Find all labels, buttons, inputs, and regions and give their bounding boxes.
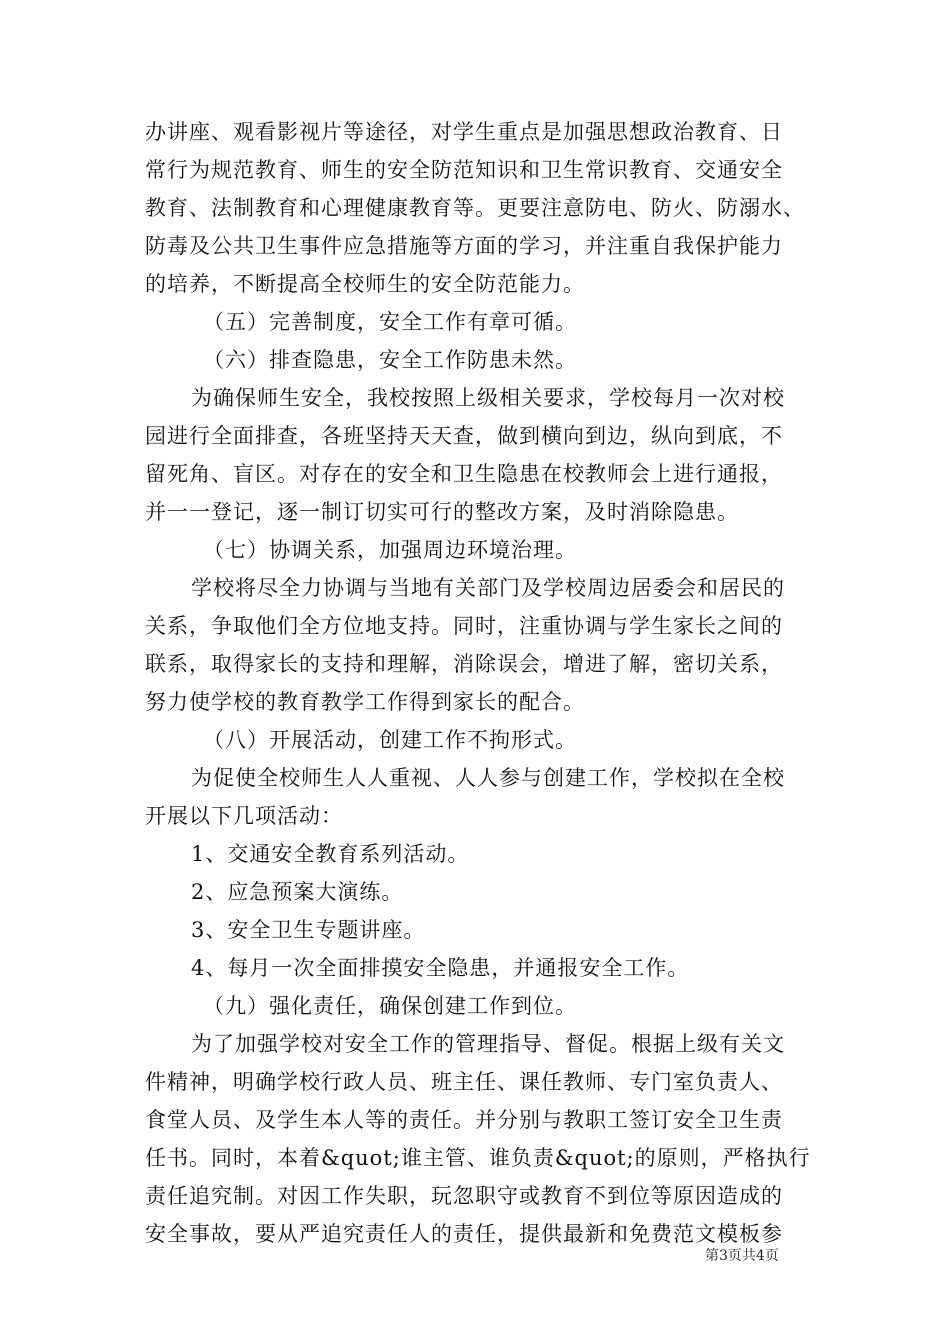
text-line: 3、安全卫生专题讲座。: [191, 918, 426, 942]
text-line: 努力使学校的教育教学工作得到家长的配合。: [145, 690, 585, 714]
text-line: 留死角、盲区。对存在的安全和卫生隐患在校教师会上进行通报，: [145, 462, 783, 486]
text-line: 园进行全面排查，各班坚持天天查，做到横向到边，纵向到底，不: [145, 424, 783, 448]
text-line: 的培养，不断提高全校师生的安全防范能力。: [145, 272, 585, 296]
text-line: 教育、法制教育和心理健康教育等。更要注意防电、防火、防溺水、: [145, 196, 805, 220]
text-line: 任书。同时，本着&quot;谁主管、谁负责&quot;的原则，严格执行: [145, 1146, 811, 1170]
text-line: 并一一登记，逐一制订切实可行的整改方案，及时消除隐患。: [145, 500, 739, 524]
text-line: 关系，争取他们全方位地支持。同时，注重协调与学生家长之间的: [145, 614, 783, 638]
text-line: 开展以下几项活动：: [145, 804, 343, 828]
text-line: 安全事故，要从严追究责任人的责任，提供最新和免费范文模板参: [145, 1222, 783, 1246]
text-line: 为促使全校师生人人重视、人人参与创建工作，学校拟在全校: [191, 766, 785, 790]
text-line: 联系，取得家长的支持和理解，消除误会，增进了解，密切关系，: [145, 652, 783, 676]
text-line: 食堂人员、及学生本人等的责任。并分别与教职工签订安全卫生责: [145, 1108, 783, 1132]
section-heading: （八）开展活动，创建工作不拘形式。: [203, 728, 577, 752]
text-line: 为确保师生安全，我校按照上级相关要求，学校每月一次对校: [191, 386, 785, 410]
document-body: [145, 113, 815, 1253]
text-line: 常行为规范教育、师生的安全防范知识和卫生常识教育、交通安全: [145, 158, 783, 182]
page-number: 第3页共4页: [705, 1248, 779, 1264]
text-line: 责任追究制。对因工作失职，玩忽职守或教育不到位等原因造成的: [145, 1184, 783, 1208]
text-line: 学校将尽全力协调与当地有关部门及学校周边居委会和居民的: [191, 576, 785, 600]
section-heading: （九）强化责任，确保创建工作到位。: [203, 994, 577, 1018]
text-line: 办讲座、观看影视片等途径，对学生重点是加强思想政治教育、日: [145, 120, 783, 144]
section-heading: （七）协调关系，加强周边环境治理。: [203, 538, 577, 562]
section-heading: （六）排查隐患，安全工作防患未然。: [203, 348, 577, 372]
text-line: 2、应急预案大演练。: [191, 880, 404, 904]
section-heading: （五）完善制度，安全工作有章可循。: [203, 310, 577, 334]
text-line: 4、每月一次全面排摸安全隐患，并通报安全工作。: [191, 956, 690, 980]
text-line: 防毒及公共卫生事件应急措施等方面的学习，并注重自我保护能力: [145, 234, 783, 258]
text-line: 件精神，明确学校行政人员、班主任、课任教师、专门室负责人、: [145, 1070, 783, 1094]
text-line: 为了加强学校对安全工作的管理指导、督促。根据上级有关文: [191, 1032, 785, 1056]
text-line: 1、交通安全教育系列活动。: [191, 842, 470, 866]
